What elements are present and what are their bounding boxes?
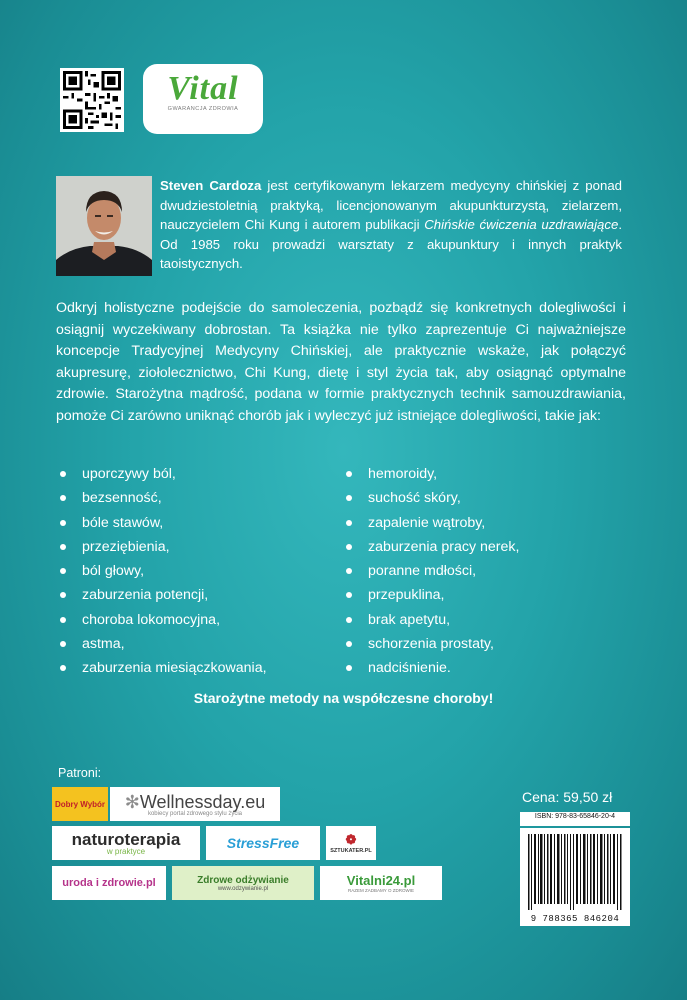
list-item: uporczywy ból, xyxy=(60,462,267,486)
patron-label: Vitalni24.pl xyxy=(346,873,416,888)
patron-zdrowe-odzywianie[interactable] xyxy=(172,866,314,900)
patron-vitalni24[interactable] xyxy=(320,866,442,900)
patron-subtitle: kobiecy portal zdrowego stylu życia xyxy=(147,810,243,817)
patron-label: Dobry Wybór xyxy=(54,799,106,809)
list-item: poranne mdłości, xyxy=(346,559,519,583)
list-item: nadciśnienie. xyxy=(346,656,519,680)
book-description: Odkryj holistyczne podejście do samoleczenia, pozbądź się konkretnych dolegliwości i osiągnij wyczekiwany dobrostan. Ta książka nie tylko zaprezentuje Ci najważniejsze koncepcje Tradycyjnej Medycyny Chińskiej, ale praktycznie wskaże, jak połączyć akupresurę, ziołolecznictwo, Chi Kung, dietę i styl życia tak, aby osiągnąć optymalne zdrowie. Starożytna mądrość, podana w formie praktycznych technik samouzdrawiania, pomoże Ci zarówno uniknąć chorób jak i wyleczyć już istniejące dolegliwości, takie jak: xyxy=(56,300,626,424)
barcode xyxy=(520,828,630,926)
patron-label: StressFree xyxy=(226,835,300,851)
list-item: bezsenność, xyxy=(60,486,267,510)
patron-uroda-zdrowie[interactable] xyxy=(52,866,166,900)
logo-wordmark: Vital xyxy=(167,70,239,107)
list-item: zaburzenia miesiączkowania, xyxy=(60,656,267,680)
author-photo xyxy=(56,176,152,276)
patron-label: Zdrowe odżywianie xyxy=(197,874,289,886)
patrons-label: Patroni: xyxy=(58,766,102,780)
qr-code-pattern xyxy=(63,71,121,129)
list-item: hemoroidy, xyxy=(346,462,519,486)
price-label: Cena: 59,50 zł xyxy=(522,789,613,805)
qr-code[interactable] xyxy=(60,68,124,132)
patron-label: SZTUKATER.PL xyxy=(330,848,372,854)
patron-dobry-wybor[interactable] xyxy=(52,787,108,821)
patron-sztukater[interactable] xyxy=(326,826,376,860)
isbn-text: ISBN: 978-83-65846-20-4 xyxy=(534,813,616,820)
list-item: przepuklina, xyxy=(346,583,519,607)
ailment-list-left xyxy=(60,462,267,681)
list-item: zaburzenia potencji, xyxy=(60,583,267,607)
bio-text-1: jest certyfikowanym lekarzem medycyny chińskiej z ponad dwudziestoletnią praktyką, licencjonowanym akupunkturzystą, zielarzem, nauczycielem Chi Kung i autorem publikacji xyxy=(160,178,622,233)
tagline: Starożytne metody na współczesne choroby! xyxy=(193,690,494,706)
ailment-list-right xyxy=(346,462,519,681)
patron-stressfree[interactable] xyxy=(206,826,320,860)
list-item: przeziębienia, xyxy=(60,535,267,559)
patron-naturoterapia[interactable] xyxy=(52,826,200,860)
patron-label: uroda i zdrowie.pl xyxy=(62,877,156,889)
list-item: zaburzenia pracy nerek, xyxy=(346,535,519,559)
list-item: ból głowy, xyxy=(60,559,267,583)
barcode-bars xyxy=(520,832,630,912)
flower-icon: ✻ xyxy=(124,791,140,812)
author-name: Steven Cardoza xyxy=(160,178,262,193)
book-title: Chińskie ćwiczenia uzdrawiające xyxy=(424,217,619,233)
list-item: choroba lokomocyjna, xyxy=(60,608,267,632)
patron-subtitle: RAZEM ZADBAMY O ZDROWIE xyxy=(348,888,414,893)
patron-subtitle: w praktyce xyxy=(106,847,146,856)
list-item: suchość skóry, xyxy=(346,486,519,510)
author-bio xyxy=(160,176,622,274)
list-item: astma, xyxy=(60,632,267,656)
list-item: zapalenie wątroby, xyxy=(346,511,519,535)
list-item: schorzenia prostaty, xyxy=(346,632,519,656)
patron-subtitle: www.odzywianie.pl xyxy=(217,885,269,892)
logo-tagline: GWARANCJA ZDROWIA xyxy=(167,106,239,112)
patron-label: Wellnessday.eu xyxy=(139,791,266,812)
patron-label: naturoterapia xyxy=(71,830,181,849)
bio-text-2: . Od 1985 roku prowadzi warsztaty z akupunktury i innych praktyk taoistycznych. xyxy=(160,217,622,272)
barcode-digits: 9 788365 846204 xyxy=(530,914,620,924)
isbn-label xyxy=(520,812,630,826)
patron-wellnessday[interactable] xyxy=(110,787,280,821)
mask-icon: ❁ xyxy=(345,832,357,847)
list-item: brak apetytu, xyxy=(346,608,519,632)
author-portrait-illustration xyxy=(56,176,152,276)
list-item: bóle stawów, xyxy=(60,511,267,535)
publisher-logo[interactable] xyxy=(143,64,263,134)
